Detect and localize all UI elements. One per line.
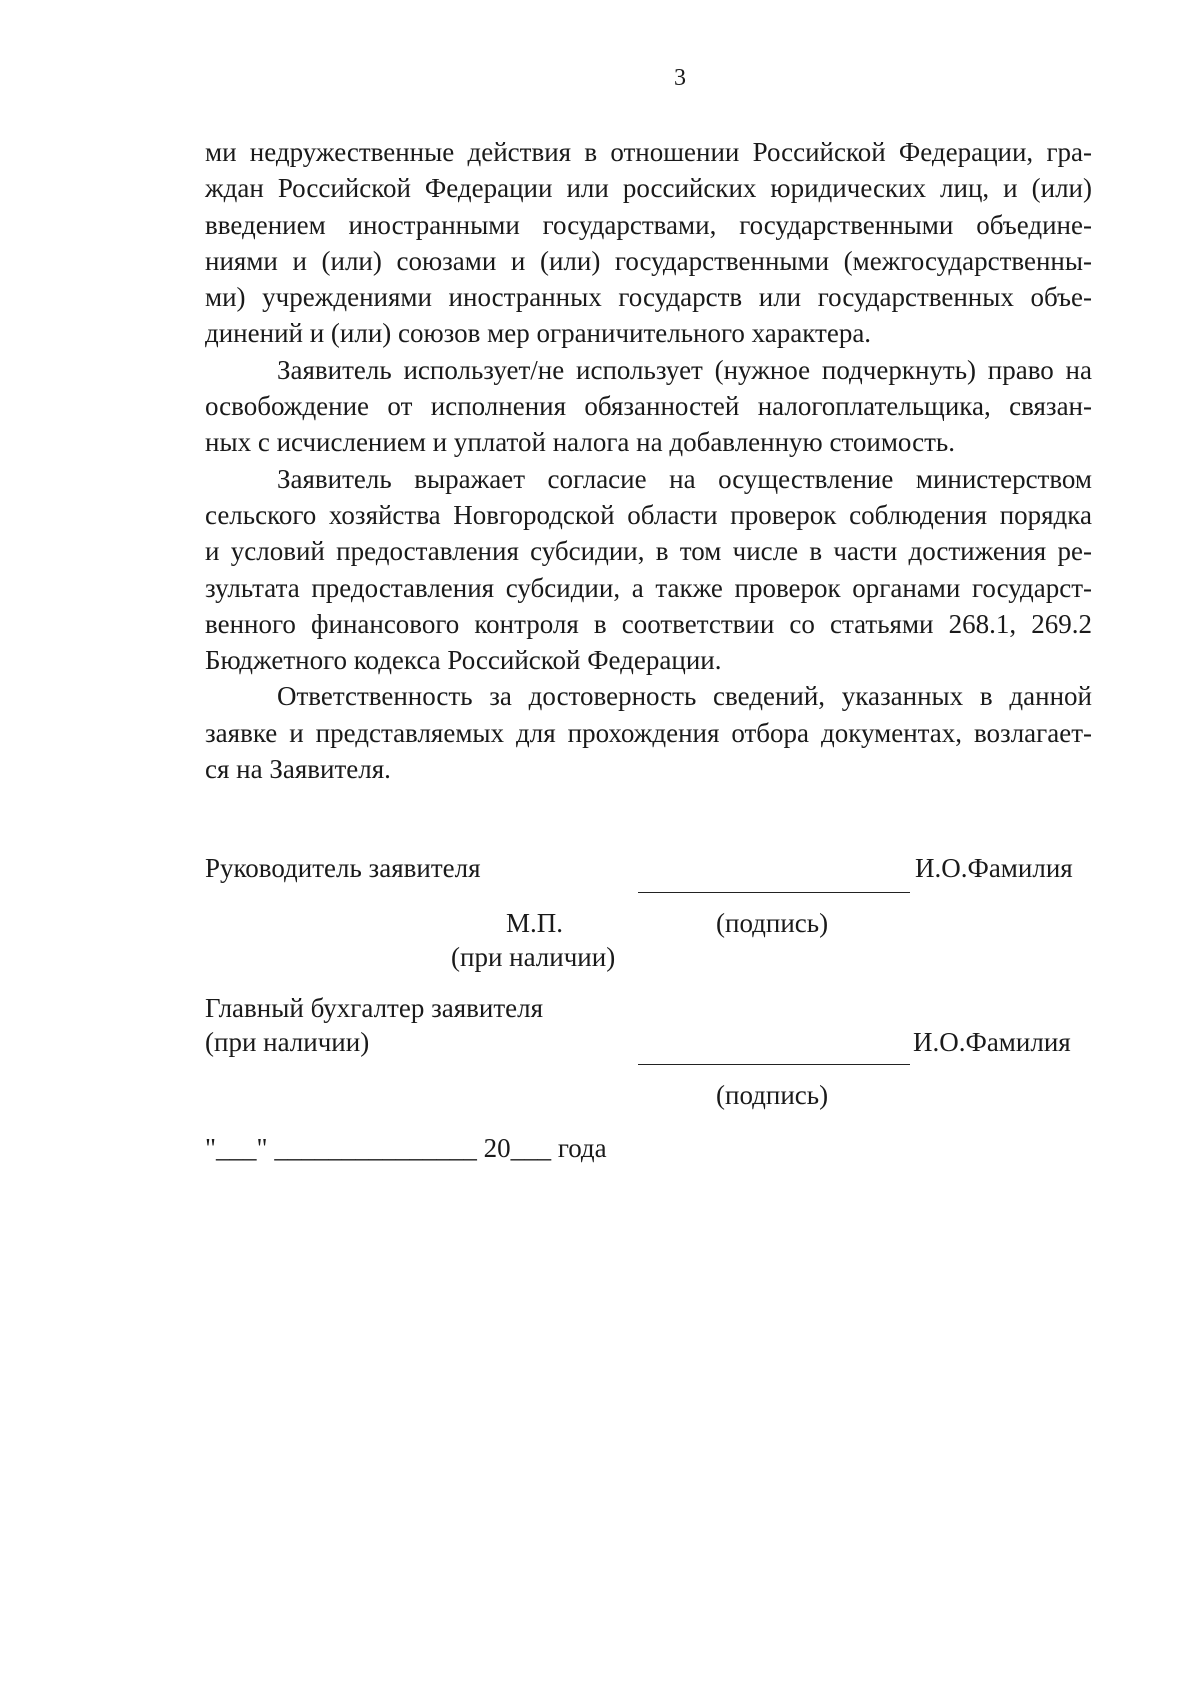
text-line: ми недружественные действия в отношении Российской Федерации, гра- [205, 137, 1092, 167]
text-line: ниями и (или) союзами и (или) государственными (межгосударственны- [205, 245, 1092, 276]
text-line: Заявитель выражает согласие на осуществление министерством [277, 463, 1092, 494]
date-month-blank: _______________ [274, 1133, 477, 1163]
body-text [205, 134, 1092, 787]
paragraph-vat-exemption [205, 352, 1092, 461]
text-line: освобождение от исполнения обязанностей налогоплательщика, связан- [205, 391, 1092, 422]
date-day-blank: ___ [216, 1133, 257, 1163]
head-name: И.О.Фамилия [915, 853, 1073, 883]
text-line: Заявитель использует/не использует (нужное подчеркнуть) право на [277, 354, 1092, 385]
date-year-prefix: 20 [483, 1133, 511, 1163]
text-line: ся на Заявителя. [205, 754, 391, 785]
paragraph-restrictive-measures [205, 134, 1092, 352]
text-line: зультата предоставления субсидии, а также проверок органами государст- [205, 572, 1092, 603]
head-label: Руководитель заявителя [205, 853, 481, 883]
text-line: и условий предоставления субсидии, в том числе в части достижения ре- [205, 536, 1092, 567]
date-quote-close: " [256, 1133, 268, 1163]
date-year-blank: ___ [510, 1133, 552, 1163]
text-line: ждан Российской Федерации или российских юридических лиц, и (или) [205, 173, 1092, 204]
page-number: 3 [674, 65, 686, 91]
text-line: венного финансового контроля в соответствии со статьями 268.1, 269.2 [205, 608, 1092, 639]
stamp-label: М.П. [506, 908, 564, 938]
text-line: ми) учреждениями иностранных государств или государственных объе- [205, 282, 1092, 313]
date-quote-open: " [205, 1133, 217, 1163]
text-line: ных с исчислением и уплатой налога на добавленную стоимость. [205, 427, 955, 458]
signature-caption: (подпись) [716, 1080, 829, 1110]
accountant-label: Главный бухгалтер заявителя [205, 993, 544, 1023]
text-line: Бюджетного кодекса Российской Федерации. [205, 645, 722, 676]
date-suffix: года [557, 1133, 607, 1163]
accountant-note: (при наличии) [205, 1027, 370, 1057]
accountant-name: И.О.Фамилия [913, 1027, 1071, 1057]
text-line: заявке и представляемых для прохождения отбора документах, возлагает- [205, 717, 1092, 748]
paragraph-consent-audit [205, 461, 1092, 679]
text-line: динений и (или) союзов мер ограничительного характера. [205, 318, 872, 349]
text-line: сельского хозяйства Новгородской области проверок соблюдения порядка [205, 499, 1092, 530]
accountant-signature-line [638, 1064, 910, 1065]
text-line: Ответственность за достоверность сведений, указанных в данной [277, 681, 1092, 712]
text-line: введением иностранными государствами, государственными объедине- [205, 209, 1092, 240]
date-line [205, 1131, 607, 1165]
paragraph-responsibility [205, 678, 1092, 787]
signature-caption: (подпись) [716, 908, 829, 938]
stamp-note: (при наличии) [451, 942, 616, 972]
head-signature-line [638, 892, 910, 893]
